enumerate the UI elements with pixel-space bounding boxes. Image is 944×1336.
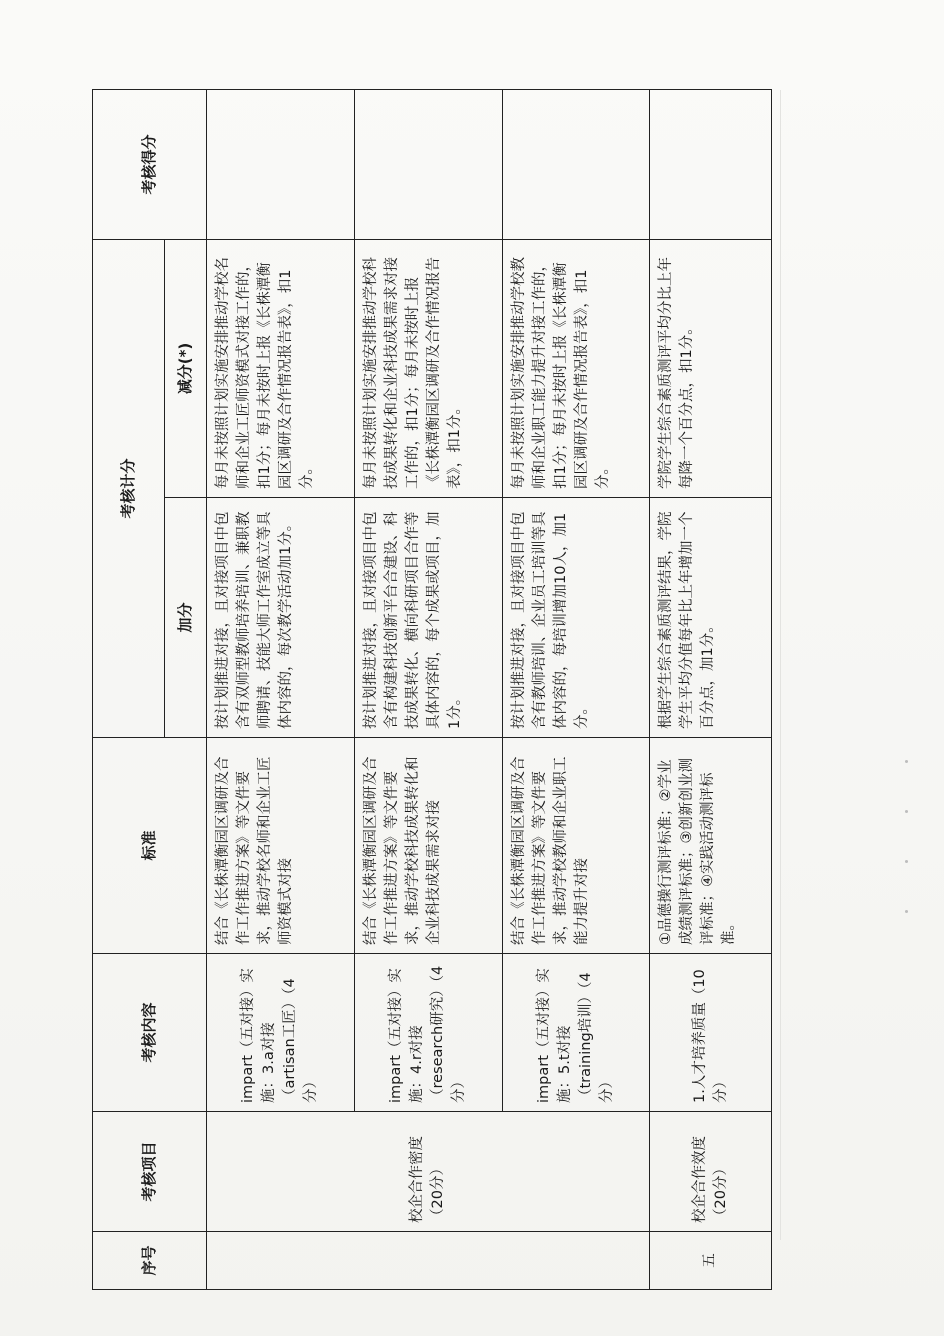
standard-cell: 结合《长株潭衡园区调研及合作工作推进方案》等文件要求，推动学校名师和企业工匠师资模式对接 bbox=[207, 738, 355, 954]
header-content: 考核内容 bbox=[93, 954, 207, 1112]
project-cell: 校企合作密度（20分） bbox=[207, 1112, 650, 1232]
standard-cell: 结合《长株潭衡园区调研及合作工作推进方案》等文件要求，推动学校科技成果转化和企业科技成果需求对接 bbox=[354, 738, 502, 954]
score-cell bbox=[650, 89, 772, 239]
project-cell: 校企合作效度（20分） bbox=[650, 1112, 772, 1232]
scan-speck bbox=[905, 910, 908, 913]
content-cell: 1.人才培养质量（10分） bbox=[650, 954, 772, 1112]
score-cell bbox=[354, 89, 502, 239]
score-cell bbox=[207, 89, 355, 239]
subtract-cell: 每月未按照计划实施安排推动学校教师和企业职工能力提升对接工作的，扣1分；每月未按时上报《长株潭衡园区调研及合作情况报告表》，扣1分。 bbox=[502, 239, 650, 497]
add-cell: 按计划推进对接，且对接项目中包含有教师培训、企业员工培训等具体内容的，每培训增加10人，加1分。 bbox=[502, 498, 650, 738]
header-seq: 序号 bbox=[93, 1232, 207, 1290]
header-scoring: 考核计分 bbox=[93, 239, 165, 737]
header-project: 考核项目 bbox=[93, 1112, 207, 1232]
seq-cell bbox=[207, 1232, 650, 1290]
seq-cell: 五 bbox=[650, 1232, 772, 1290]
content-cell: impart（五对接）实施：4.r对接（research研究）（4分） bbox=[354, 954, 502, 1112]
standard-cell: 结合《长株潭衡园区调研及合作工作推进方案》等文件要求，推动学校教师和企业职工能力提升对接 bbox=[502, 738, 650, 954]
rotated-table-wrapper bbox=[92, 90, 772, 1290]
content-cell: impart（五对接）实施：5.t对接（training培训）（4分） bbox=[502, 954, 650, 1112]
subtract-cell: 学院学生综合素质测评平均分比上年每降一个百分点，扣1分。 bbox=[650, 239, 772, 497]
scan-speck bbox=[905, 860, 908, 863]
add-cell: 按计划推进对接，且对接项目中包含有构建科技创新平台合建设、科技成果转化、横向科研项目合作等具体内容的，每个成果或项目，加1分。 bbox=[354, 498, 502, 738]
table-row bbox=[207, 89, 355, 1289]
bleed-through-shadow bbox=[780, 90, 851, 1240]
standard-cell: ①品德操行测评标准；②学业成绩测评标准；③创新创业测评标准；④实践活动测评标准。 bbox=[650, 738, 772, 954]
table-row bbox=[502, 89, 650, 1289]
table-row bbox=[650, 89, 772, 1289]
add-cell: 根据学生综合素质测评结果，学院学生平均分值每年比上年增加一个百分点，加1分。 bbox=[650, 498, 772, 738]
table-row bbox=[354, 89, 502, 1289]
assessment-table bbox=[92, 89, 772, 1290]
header-subtract: 减分(*) bbox=[165, 239, 207, 497]
header-score: 考核得分 bbox=[93, 89, 207, 239]
scan-speck bbox=[905, 810, 908, 813]
subtract-cell: 每月未按照计划实施安排推动学校名师和企业工匠师资模式对接工作的，扣1分；每月未按时上报《长株潭衡园区调研及合作情况报告表》，扣1分。 bbox=[207, 239, 355, 497]
add-cell: 按计划推进对接，且对接项目中包含有双师型教师培养培训、兼职教师聘请、技能大师工作室成立等具体内容的，每次教学活动加1分。 bbox=[207, 498, 355, 738]
header-standard: 标准 bbox=[93, 738, 207, 954]
header-add: 加分 bbox=[165, 498, 207, 738]
subtract-cell: 每月未按照计划实施安排推动学校科技成果转化和企业科技成果需求对接工作的，扣1分；每月未按时上报《长株潭衡园区调研及合作情况报告表》，扣1分。 bbox=[354, 239, 502, 497]
content-cell: impart（五对接）实施：3.a对接（artisan工匠）（4分） bbox=[207, 954, 355, 1112]
score-cell bbox=[502, 89, 650, 239]
scan-speck bbox=[905, 760, 908, 763]
